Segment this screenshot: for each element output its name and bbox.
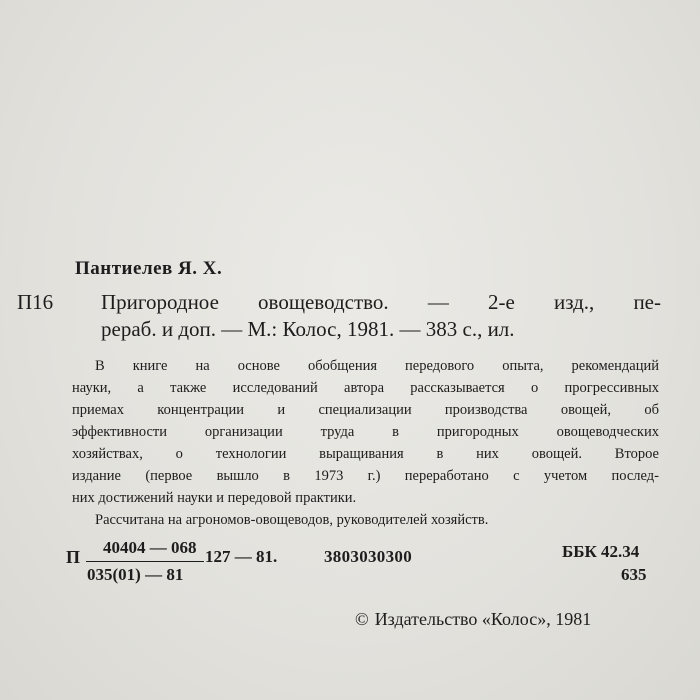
annotation-line: В книге на основе обобщения передового опыта, рекомендаций bbox=[95, 358, 659, 374]
fraction-line bbox=[86, 561, 204, 562]
copyright-line bbox=[355, 609, 591, 630]
annotation-line: приемах концентрации и специализации производства овощей, об bbox=[72, 402, 659, 418]
bbk-sub: 635 bbox=[621, 565, 647, 584]
pricing-suffix: 127 — 81. bbox=[205, 547, 278, 566]
pricing-denominator: 035(01) — 81 bbox=[87, 565, 184, 584]
bbk-label: ББК 42.34 bbox=[562, 542, 640, 561]
catalog-code: П16 bbox=[17, 290, 54, 314]
audience-line: Рассчитана на агрономов-овощеводов, руководителей хозяйств. bbox=[95, 512, 489, 528]
title-line-1: Пригородное овощеводство. — 2-е изд., пе- bbox=[101, 290, 661, 314]
title-line-2: рераб. и доп. — М.: Колос, 1981. — 383 с., ил. bbox=[101, 317, 515, 341]
pricing-prefix: П bbox=[66, 547, 81, 567]
annotation-line: хозяйствах, о технологии выращивания в них овощей. Второе bbox=[72, 446, 659, 462]
pricing-numerator: 40404 — 068 bbox=[103, 538, 197, 557]
copyright-text: Издательство «Колос», 1981 bbox=[374, 609, 592, 629]
annotation-line: издание (первое вышло в 1973 г.) переработано с учетом послед- bbox=[72, 468, 659, 484]
annotation-line: них достижений науки и передовой практики. bbox=[72, 490, 357, 506]
author-name: Пантиелев Я. Х. bbox=[75, 258, 223, 279]
copyright-symbol: © bbox=[355, 609, 369, 629]
annotation-line: эффективности организации труда в пригородных овощеводческих bbox=[72, 424, 659, 440]
isbn-number: 3803030300 bbox=[324, 547, 412, 566]
annotation-line: науки, а также исследований автора рассказывается о прогрессивных bbox=[72, 380, 659, 396]
